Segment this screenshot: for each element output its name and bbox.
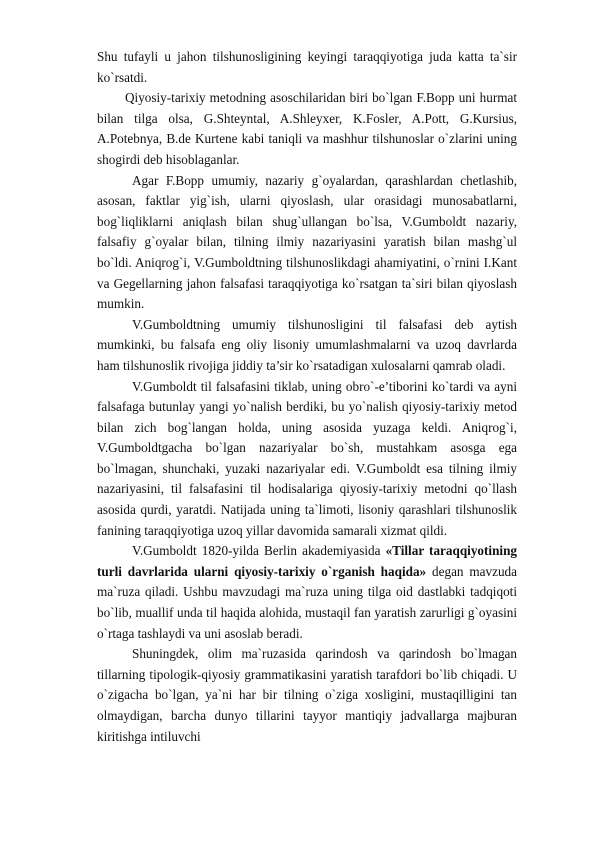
document-page	[97, 47, 517, 747]
paragraph-7: Shuningdek, olim ma`ruzasida qarindosh va qarindosh bo`lmagan tillarning tipologik-qiyosiy grammatikasini yaratish tarafdori bo`lib chiqadi. U o`zigacha bo`lgan, ya`ni har bir tilning o`ziga xosligini, mustaqilligini tan olmaydigan, barcha dunyo tillarini tayyor mantiqiy jadvallarga majburan kiritishga intiluvchi	[97, 646, 517, 744]
report-title: «Tillar taraqqiyotining turli davrlarida ularni qiyosiy-tarixiy o`rganish haqida»	[97, 543, 517, 579]
paragraph-6	[97, 541, 517, 644]
paragraph-6-lead: V.Gumboldt 1820-yilda Berlin akademiyasida	[132, 543, 386, 559]
paragraph-6-rest: degan mavzuda ma`ruza qiladi. Ushbu mavzudagi ma`ruza uning tilga oid dastlabki tadqiqoti bo`lib, muallif unda til haqida alohida, mustaqil fan yaratish zarurligi g`oyasini o`rtaga tashlaydi va uni asoslab beradi.	[97, 563, 518, 641]
paragraph-4: V.Gumboldtning umumiy tilshunosligini til falsafasi deb aytish mumkinki, bu falsafa eng oliy lisoniy umumlashmalarni va uzoq davrlarda ham tilshunoslik rivojiga jiddiy ta’sir ko`rsatadigan xulosalarni qamrab oladi.	[97, 316, 517, 373]
paragraph-5: V.Gumboldt til falsafasini tiklab, uning obro`-e’tiborini ko`tardi va ayni falsafaga butunlay yangi yo`nalish berdiki, bu yo`nalish qiyosiy-tarixiy metod bilan zich bog`langan holda, uning asosida yuzaga keldi. Aniqrog`i, V.Gumboldtgacha bo`lgan nazariyalar bo`sh, mustahkam asosga ega bo`lmagan, shunchaki, yuzaki nazariyalar edi. V.Gumboldt esa tilning ilmiy nazariyasini, til falsafasini til hodisalariga qiyosiy-tarixiy metodni qo`llash asosida qurdi, yaratdi. Natijada uning ta`limoti, lisoniy qarashlari tilshunoslik fanining taraqqiyotiga uzoq yillar davomida samarali xizmat qildi.	[97, 378, 517, 538]
paragraph-1: Shu tufayli u jahon tilshunosligining keyingi taraqqiyotiga juda katta ta`sir ko`rsatdi.	[97, 49, 517, 85]
paragraph-3: Agar F.Bopp umumiy, nazariy g`oyalardan, qarashlardan chetlashib, asosan, faktlar yig`ish, ularni qiyoslash, ular orasidagi munosabatlarni, bog`liqliklarni aniqlash bilan shug`ullangan bo`lsa, V.Gumboldt nazariy, falsafiy g`oyalar bilan, tilning ilmiy nazariyasini yaratish bilan mashg`ul bo`ldi. Aniqrog`i, V.Gumboldtning tilshunoslikdagi ahamiyatini, o`rnini I.Kant va Gegellarning jahon falsafasi taraqqiyotiga ko`rsatgan ta`siri bilan qiyoslash mumkin.	[97, 172, 517, 312]
paragraph-2: Qiyosiy-tarixiy metodning asoschilaridan biri bo`lgan F.Bopp uni hurmat bilan tilga olsa, G.Shteyntal, A.Shleyxer, K.Fosler, A.Pott, G.Kursius, A.Potebnya, B.de Kurtene kabi taniqli va mashhur tilshunoslar o`zlarini uning shogirdi deb hisoblaganlar.	[97, 90, 517, 167]
